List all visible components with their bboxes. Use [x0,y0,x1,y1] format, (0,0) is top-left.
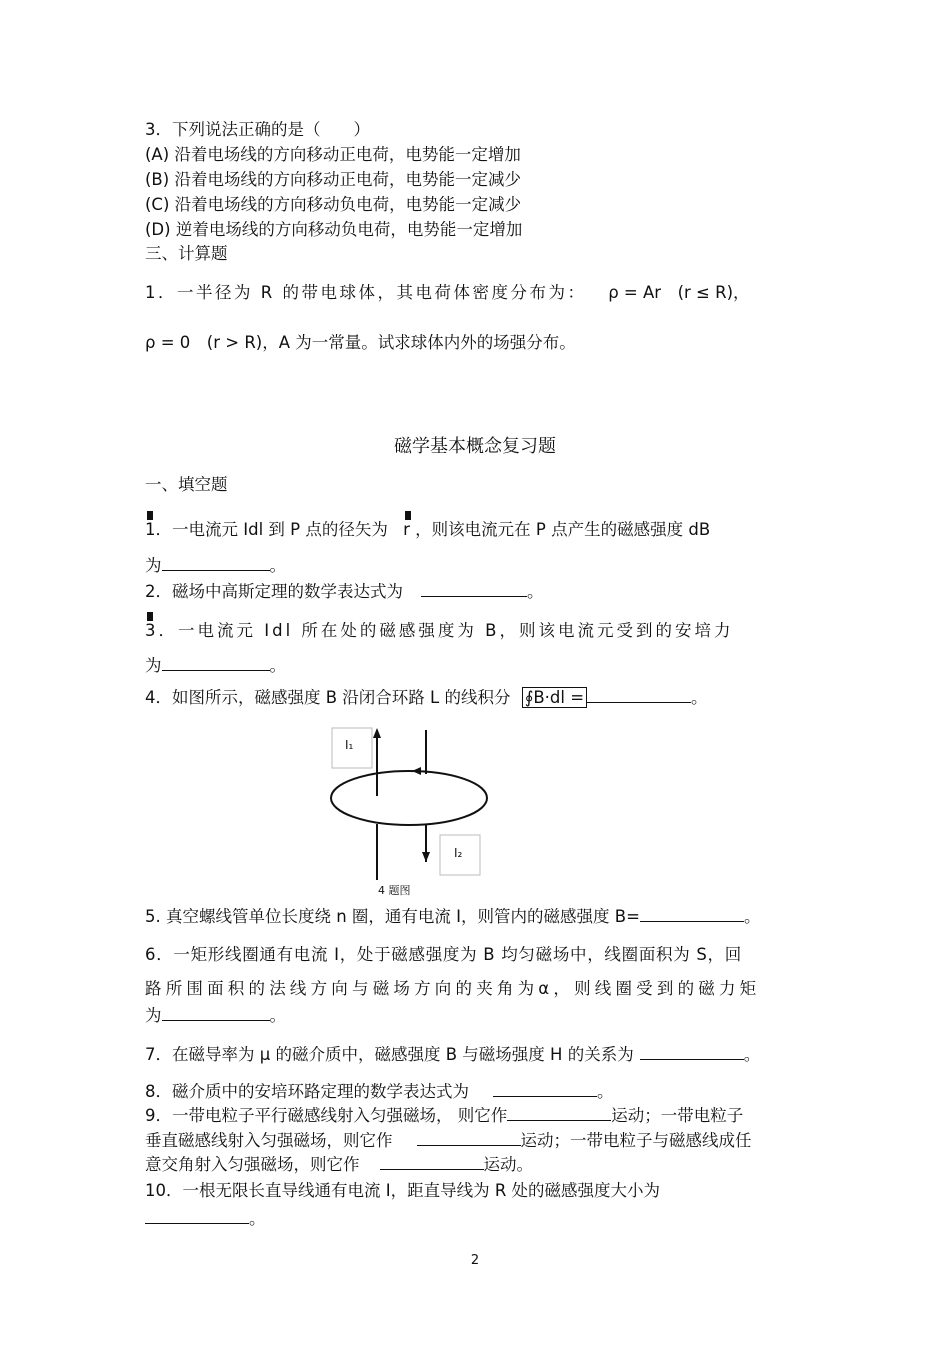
r-vector-icon: r [403,520,410,539]
q7-end: 。 [743,1045,761,1064]
option-d: (D) 逆着电场线的方向移动负电荷，电势能一定增加 [145,220,523,239]
fill-question-5 [145,905,760,928]
q2-end: 。 [527,582,544,601]
answer-blank[interactable] [145,1207,249,1224]
fill-question-2 [145,580,544,603]
down-arrow-icon [422,852,430,862]
loop-integral: ∮B·dl = [522,687,587,708]
fill-question-6: 6．一矩形线圈通有电流 I，处于磁感强度为 B 均匀磁场中，线圈面积为 S，回 [145,945,742,964]
q3-part-d: 。 [269,656,286,675]
q9-part-d: 运动；一带电粒子与磁感线成任 [520,1131,752,1150]
q3-part-a: 3．一电流元 Idl [145,621,294,640]
q5-end: 。 [743,907,761,926]
option-a: (A) 沿着电场线的方向移动正电荷，电势能一定增加 [145,145,521,164]
figure-caption: 4 题图 [378,884,411,897]
q9-part-b: 运动；一带电粒子 [611,1106,744,1125]
fill-question-4 [145,686,708,709]
q1-part-e: 。 [269,556,286,575]
fill-question-10-cont [145,1207,266,1230]
density-outside: ρ = 0 (r > R)，A 为一常量。试求球体内外的场强分布。 [145,333,576,352]
loop-arrow-icon [412,767,421,775]
answer-blank[interactable] [380,1153,484,1170]
fill-question-6-cont: 路所围面积的法线方向与磁场方向的夹角为α，则线圈受到的磁力矩 [145,979,761,998]
page-title: 磁学基本概念复习题 [394,436,556,457]
fill-question-9-cont [145,1129,752,1152]
fill-question-9 [145,1104,743,1127]
q9-part-a: 9．一带电粒子平行磁感线射入匀强磁场， 则它作 [145,1106,508,1125]
answer-blank[interactable] [162,554,270,571]
answer-blank[interactable] [640,1043,744,1060]
q9-part-c: 垂直磁感线射入匀强磁场，则它作 [145,1131,393,1150]
answer-blank[interactable] [421,580,527,597]
q3-part-c: 为 [145,656,162,675]
option-b: (B) 沿着电场线的方向移动正电荷，电势能一定减少 [145,170,521,189]
q1-part-b: 到 P 点的径矢为 [268,520,388,539]
figure-4 [320,722,500,911]
q10-end: 。 [249,1209,266,1228]
answer-blank[interactable] [417,1129,521,1146]
q5-text: 5. 真空螺线管单位长度绕 n 圈，通有电流 I，则管内的磁感强度 B= [145,907,640,926]
fill-question-1 [145,519,710,541]
q4-text: 4．如图所示，磁感强度 B 沿闭合环路 L 的线积分 [145,688,511,707]
fill-question-7 [145,1043,760,1066]
answer-blank[interactable] [587,686,691,703]
q6-part-d: 。 [269,1006,286,1025]
q1-part-c: ，则该电流元在 P 点产生的磁感强度 dB [415,520,711,539]
q9-part-f: 运动。 [483,1155,533,1174]
fill-question-6-end [145,1004,286,1027]
section-fill-heading: 一、填空题 [145,475,228,494]
fill-question-8 [145,1080,614,1103]
loop-l [331,771,487,825]
density-inside: ρ = Ar (r ≤ R)， [608,283,750,302]
fill-question-1-cont [145,554,286,577]
answer-blank[interactable] [162,654,270,671]
fill-question-3 [145,620,734,642]
option-c: (C) 沿着电场线的方向移动负电荷，电势能一定减少 [145,195,522,214]
q2-text: 2．磁场中高斯定理的数学表达式为 [145,582,403,601]
fill-question-3-cont [145,654,286,677]
calc-question-1 [145,282,750,304]
answer-blank[interactable] [493,1080,597,1097]
answer-blank[interactable] [640,905,744,922]
page-number: 2 [470,1253,480,1268]
q1-part-a: 1．一电流元 Idl [145,520,264,539]
fill-question-9-end [145,1153,533,1176]
current-i2: I₂ [454,846,463,860]
q6-part-c: 为 [145,1006,162,1025]
q8-text: 8．磁介质中的安培环路定理的数学表达式为 [145,1082,469,1101]
q4-end: 。 [691,688,708,707]
q3-part-b: 所在处的磁感强度为 B，则该电流元受到的安培力 [301,621,734,640]
q8-end: 。 [597,1082,614,1101]
section-calc-heading: 三、计算题 [145,244,228,263]
q1-part-d: 为 [145,556,162,575]
q9-part-e: 意交角射入匀强磁场，则它作 [145,1155,360,1174]
question-3: 3．下列说法正确的是（ ） [145,120,370,139]
calc-q1-text: 1．一半径为 R 的带电球体，其电荷体密度分布为： [145,283,587,302]
current-i1: I₁ [345,738,354,752]
fill-question-10: 10．一根无限长直导线通有电流 I，距直导线为 R 处的磁感强度大小为 [145,1181,661,1200]
answer-blank[interactable] [162,1004,270,1021]
q7-text: 7．在磁导率为 μ 的磁介质中，磁感强度 B 与磁场强度 H 的关系为 [145,1045,634,1064]
answer-blank[interactable] [507,1104,611,1121]
up-arrow-icon [373,728,381,738]
